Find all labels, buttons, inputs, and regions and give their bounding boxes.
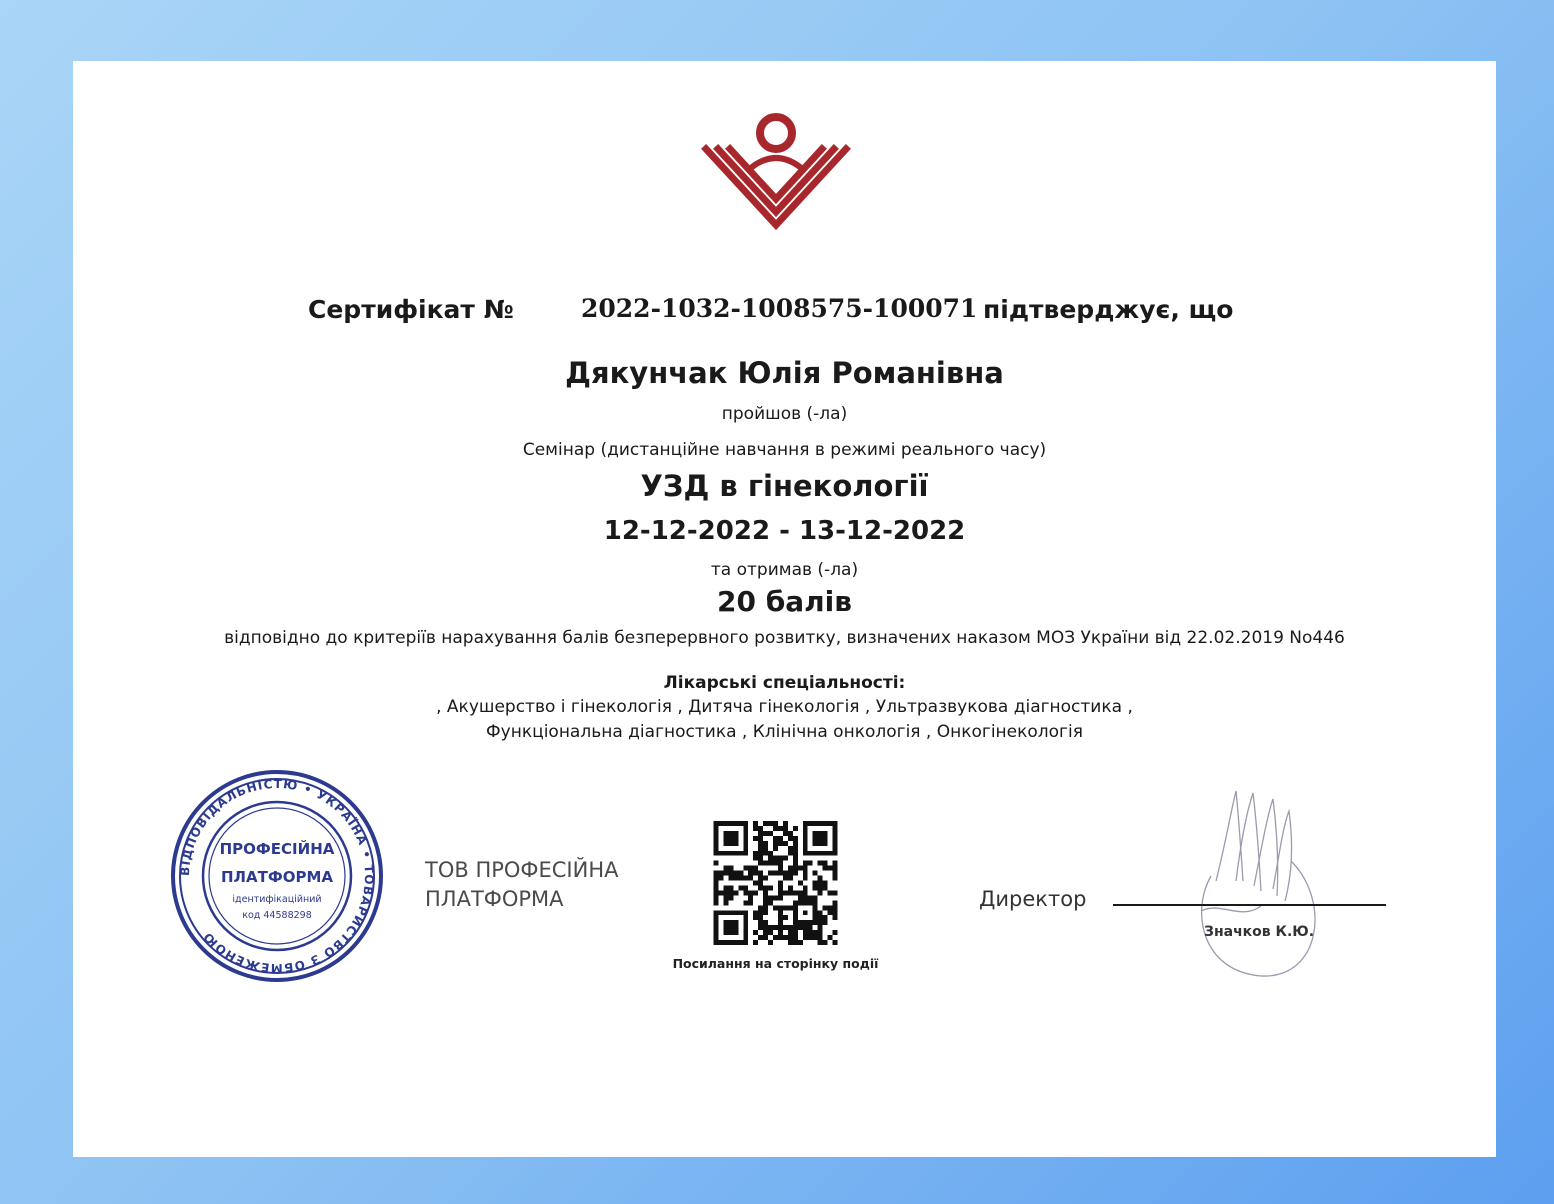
- official-seal: [166, 768, 388, 984]
- handwritten-signature: [1181, 781, 1331, 981]
- svg-text:ПЛАТФОРМА: ПЛАТФОРМА: [220, 868, 334, 886]
- certificate-label: Сертифікат №: [308, 295, 514, 324]
- certificate-number: 2022-1032-1008575-100071: [581, 294, 978, 323]
- specialties-line-1: , Акушерство і гінекологія , Дитяча гінекологія , Ультразвукова діагностика ,: [436, 697, 1133, 717]
- certificate-sheet: [73, 61, 1496, 1157]
- qr-caption: Посилання на сторінку події: [672, 956, 879, 971]
- course-dates: 12-12-2022 - 13-12-2022: [603, 516, 966, 546]
- specialties-line-2: Функціональна діагностика , Клінічна онкологія , Онкогінекологія: [486, 722, 1083, 742]
- svg-text:ВІДПОВІДАЛЬНІСТЮ • УКРАЇНА • Т: ВІДПОВІДАЛЬНІСТЮ • УКРАЇНА • ТОВАРИСТВО З ОБМЕЖЕНОЮ: [177, 776, 377, 976]
- signature-line: [1113, 904, 1386, 906]
- organization-name-line-1: ТОВ ПРОФЕСІЙНА: [425, 858, 619, 882]
- brand-logo-icon: [698, 109, 854, 235]
- seminar-type: Семінар (дистанційне навчання в режимі реального часу): [522, 440, 1047, 460]
- points-awarded: 20 балів: [717, 585, 852, 618]
- signatory-name: Значков К.Ю.: [1204, 924, 1315, 940]
- svg-text:ідентифікаційний: ідентифікаційний: [232, 894, 322, 905]
- received-text: та отримав (-ла): [710, 560, 859, 580]
- svg-text:ПРОФЕСІЙНА: ПРОФЕСІЙНА: [219, 840, 335, 858]
- course-title: УЗД в гінекології: [640, 469, 929, 503]
- passed-text: пройшов (-ла): [721, 404, 848, 424]
- director-label: Директор: [979, 887, 1087, 911]
- criteria-text: відповідно до критеріїв нарахування балів безперервного розвитку, визначених наказом МОЗ України від 22.02.2019 No446: [224, 628, 1345, 648]
- organization-name: [425, 856, 685, 914]
- specialties-heading: Лікарські спеціальності:: [663, 673, 906, 693]
- svg-text:код 44588298: код 44588298: [242, 910, 312, 921]
- qr-code-icon[interactable]: [713, 821, 838, 945]
- organization-name-line-2: ПЛАТФОРМА: [425, 887, 564, 911]
- recipient-name: Дякунчак Юлія Романівна: [565, 356, 1004, 390]
- certificate-confirms-text: підтверджує, що: [983, 295, 1234, 324]
